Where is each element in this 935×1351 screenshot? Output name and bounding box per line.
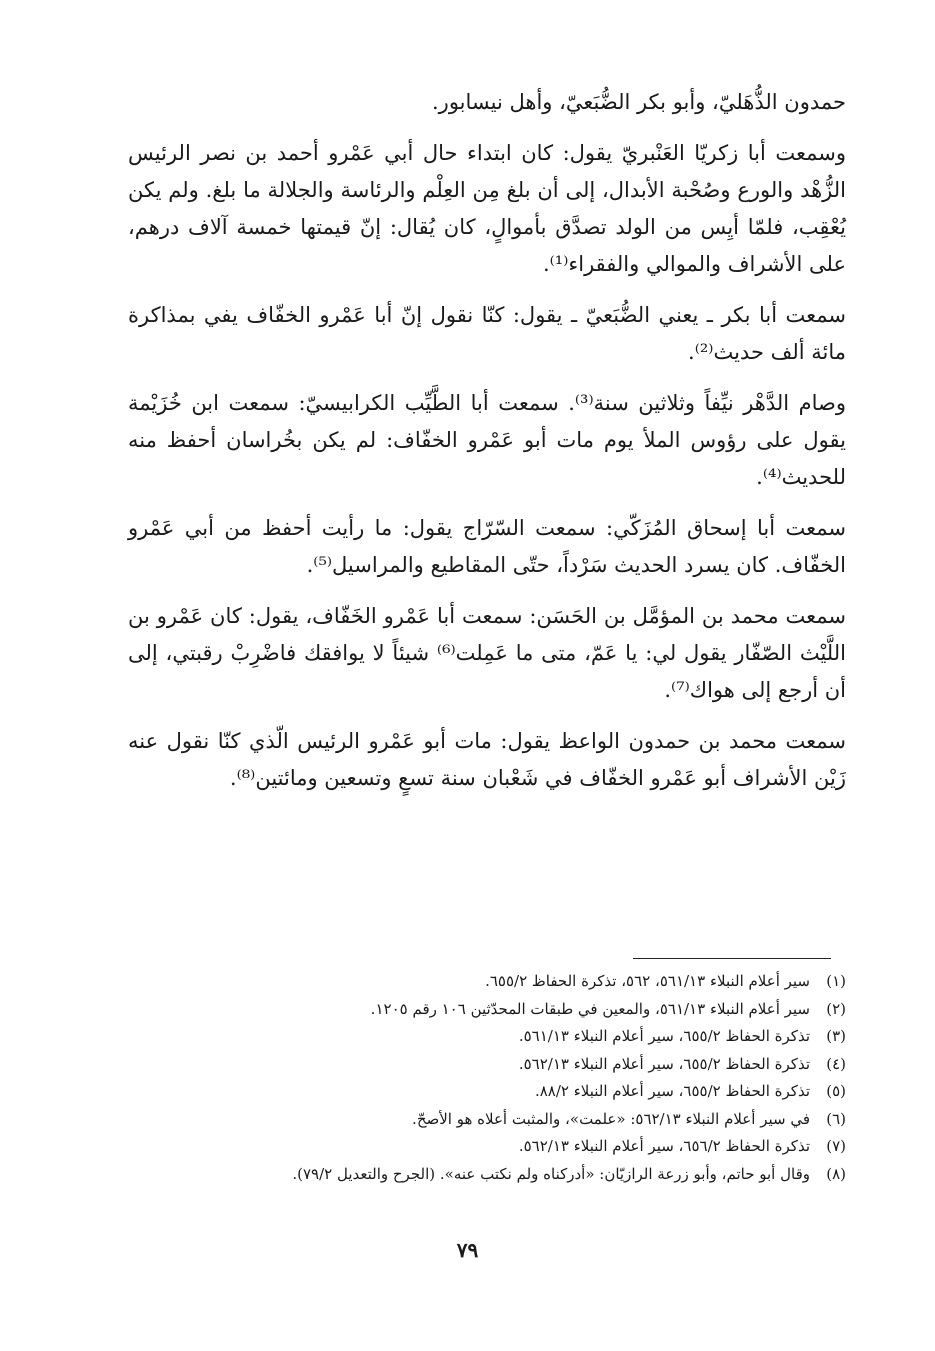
footnote-number: (٣) — [826, 1027, 846, 1045]
footnotes — [128, 968, 846, 1188]
footnote — [128, 1161, 846, 1189]
footnote — [128, 968, 846, 996]
footnote-number: (٤) — [826, 1054, 846, 1073]
paragraph: وسمعت أبا زكريّا العَنْبريّ يقول: كان ابتداء حال أبي عَمْرو أحمد بن نصر الرئيس الزُّهْد والورع وصُحْبة الأبدال، إلى أن بلغ مِن العِلْم والرئاسة والجلالة ما بلغ. ولم يكن يُعْقِب، فلمّا أيِس من الولد تصدَّق بأموالٍ، كان يُقال: إنّ قيمتها خمسة آلاف درهم، على الأشراف والموالي والفقراء⁽¹⁾. — [128, 141, 846, 276]
footnote — [128, 1106, 846, 1134]
footnote — [128, 1133, 846, 1161]
footnote-text: تذكرة الحفاظ ٦٥٦/٢، سير أعلام النبلاء ٥٦٢/١٣. — [518, 1137, 810, 1155]
footnote-number: (٨) — [826, 1164, 846, 1183]
paragraph: سمعت أبا بكر ـ يعني الضُّبَعيّ ـ يقول: كنّا نقول إنّ أبا عَمْرو الخفّاف يفي بمذاكرة مائة ألف حديث⁽²⁾. — [128, 303, 846, 364]
paragraph: سمعت أبا إسحاق المُزَكّي: سمعت السّرّاج يقول: ما رأيت أحفظ من أبي عَمْرو الخفّاف. كان يسرد الحديث سَرْداً، حتّى المقاطيع والمراسيل⁽⁵⁾. — [128, 516, 846, 577]
footnote — [128, 1078, 846, 1106]
paragraph: سمعت محمد بن حمدون الواعظ يقول: مات أبو عَمْرو الرئيس الّذي كنّا نقول عنه زَيْن الأشراف أبو عَمْرو الخفّاف في شَعْبان سنة تسعٍ وتسعين ومائتين⁽⁸⁾. — [128, 729, 846, 790]
footnote-text: تذكرة الحفاظ ٦٥٥/٢، سير أعلام النبلاء ٨٨/٢. — [534, 1082, 810, 1100]
footnote-text: تذكرة الحفاظ ٦٥٥/٢، سير أعلام النبلاء ٥٦١/١٣. — [518, 1027, 810, 1045]
footnote-number: (٦) — [826, 1109, 846, 1128]
footnote — [128, 996, 846, 1024]
footnote-number: (٧) — [826, 1137, 846, 1155]
footnote-number: (١) — [826, 972, 846, 990]
paragraph: سمعت محمد بن المؤمَّل بن الحَسَن: سمعت أبا عَمْرو الخَفّاف، يقول: كان عَمْرو بن اللَّيْث الصّفّار يقول لي: يا عَمّ، متى ما عَمِلت⁽⁶⁾ شيئاً لا يوافقك فاضْرِبْ رقبتي، إلى أن أرجع إلى هواك⁽⁷⁾. — [128, 604, 846, 702]
footnote-separator — [633, 958, 831, 959]
main-text — [128, 84, 846, 811]
footnote — [128, 1023, 846, 1051]
footnote-number: (٢) — [826, 999, 846, 1018]
footnote-text: في سير أعلام النبلاء ٥٦٢/١٣: «علمت»، والمثبت أعلاه هو الأصحّ. — [412, 1109, 810, 1128]
footnote-text: سير أعلام النبلاء ٥٦١/١٣، والمعين في طبقات المحدّثين ١٠٦ رقم ١٢٠٥. — [370, 999, 810, 1018]
footnote-text: وقال أبو حاتم، وأبو زرعة الرازيّان: «أدركناه ولم نكتب عنه». (الجرح والتعديل ٧٩/٢). — [292, 1164, 810, 1183]
footnote-number: (٥) — [826, 1082, 846, 1100]
footnote-text: تذكرة الحفاظ ٦٥٥/٢، سير أعلام النبلاء ٥٦٢/١٣. — [518, 1054, 810, 1073]
footnote — [128, 1051, 846, 1079]
footnote-text: سير أعلام النبلاء ٥٦١/١٣، ٥٦٢، تذكرة الحفاظ ٦٥٥/٢. — [485, 972, 810, 990]
page-number: ٧٩ — [456, 1238, 479, 1262]
paragraph: وصام الدَّهْر نيِّفاً وثلاثين سنة⁽³⁾. سمعت أبا الطَّيِّب الكرابيسيّ: سمعت ابن خُزَيْمة يقول على رؤوس الملأ يوم مات أبو عَمْرو الخفّاف: لم يكن بخُراسان أحفظ منه للحديث⁽⁴⁾. — [128, 391, 846, 489]
paragraph: حمدون الذُّهَليّ، وأبو بكر الضُّبَعيّ، وأهل نيسابور. — [432, 90, 846, 114]
